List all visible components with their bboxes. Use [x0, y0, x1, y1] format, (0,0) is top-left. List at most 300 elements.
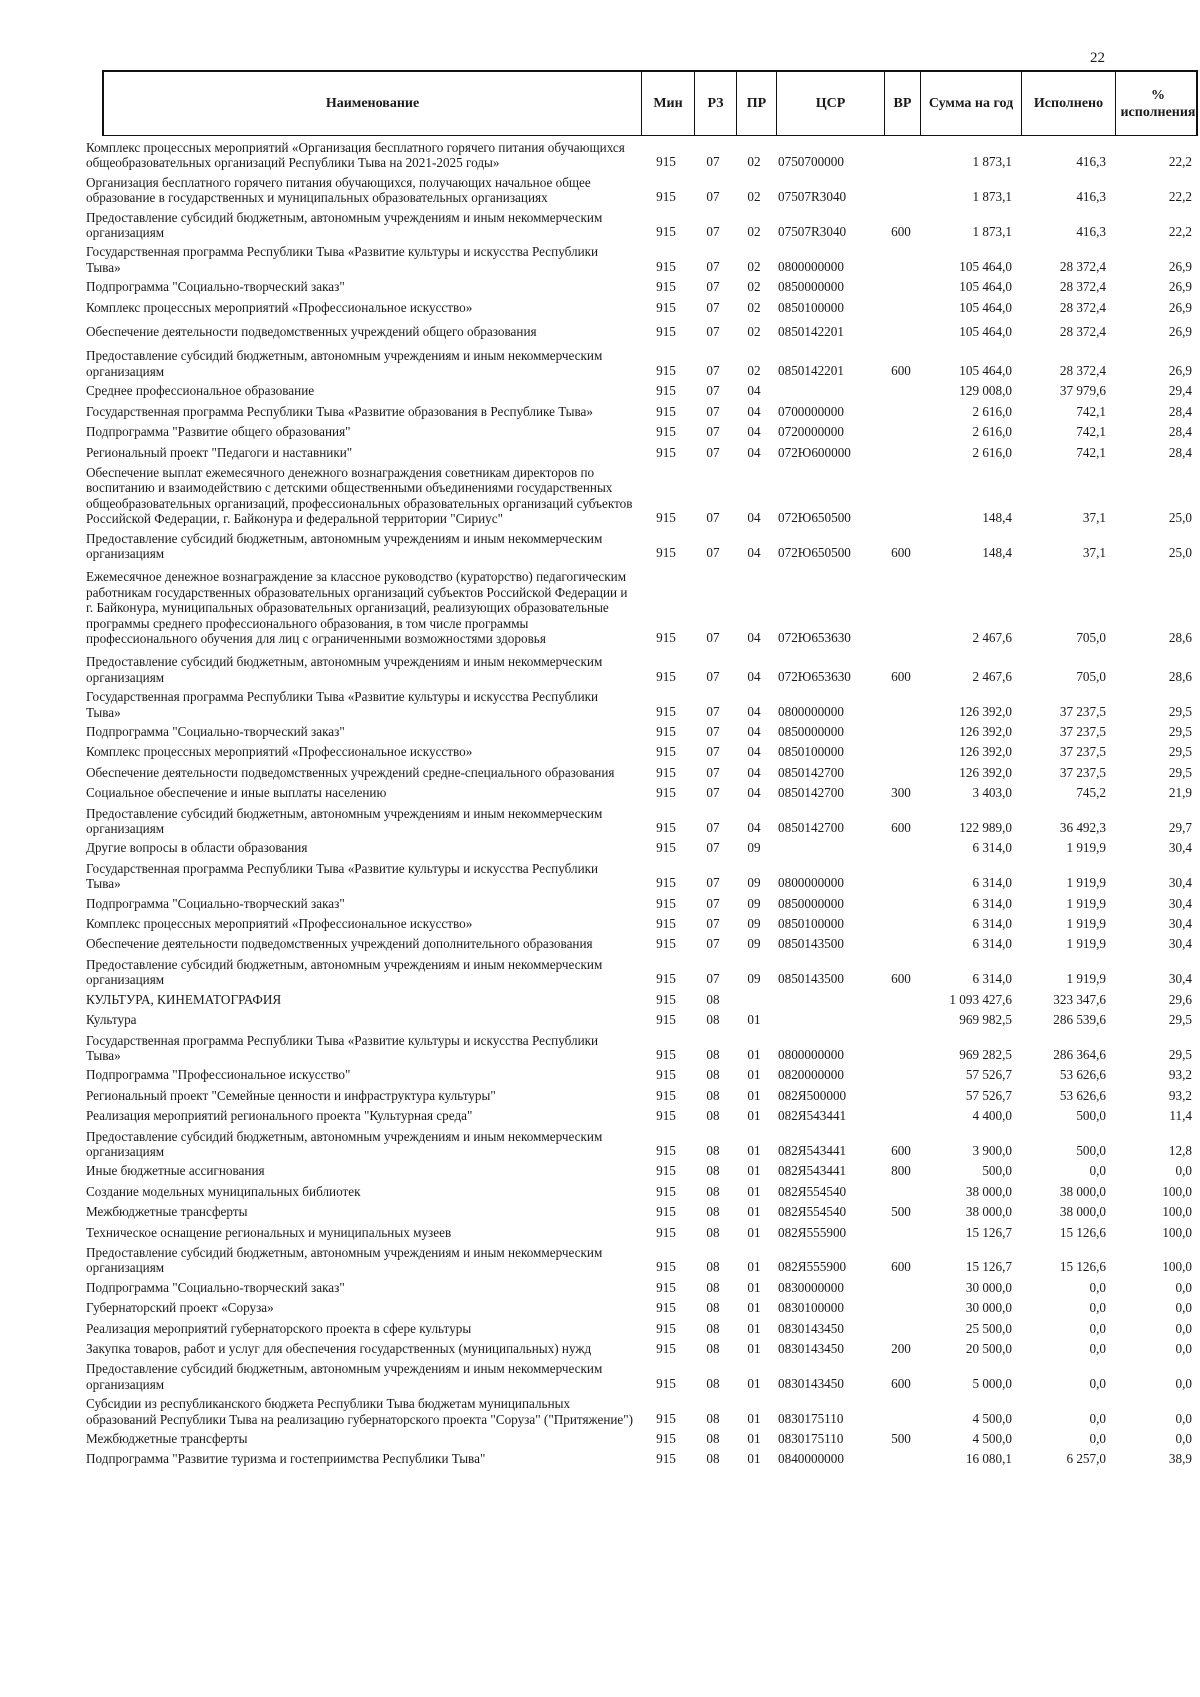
- header-sum: Сумма на год: [921, 72, 1022, 135]
- table-row: [86, 424, 1198, 440]
- cell-min: 915: [656, 362, 676, 378]
- cell-done: 37,1: [1082, 510, 1106, 526]
- cell-sum: 105 464,0: [959, 279, 1012, 295]
- cell-pr: 04: [747, 424, 761, 440]
- cell-rz: 08: [706, 1183, 720, 1199]
- cell-pr: 02: [747, 189, 761, 205]
- cell-csr: 0800000000: [778, 1046, 844, 1062]
- cell-sum: 38 000,0: [965, 1183, 1012, 1199]
- cell-csr: 0850100000: [778, 299, 844, 315]
- cell-min: 915: [656, 1108, 676, 1124]
- table-row: [86, 1225, 1198, 1241]
- cell-sum: 105 464,0: [959, 324, 1012, 340]
- cell-rz: 08: [706, 1451, 720, 1467]
- cell-rz: 08: [706, 1410, 720, 1426]
- header-csr: ЦСР: [777, 72, 885, 135]
- cell-name: Государственная программа Республики Тыва «Развитие культуры и искусства Республики Тыва»: [86, 1032, 599, 1063]
- cell-name: Государственная программа Республики Тыва «Развитие культуры и искусства Республики Тыва»: [86, 244, 599, 275]
- cell-name: Предоставление субсидий бюджетным, автономным учреждениям и иным некоммерческим организациям: [86, 1361, 603, 1392]
- table-row: [86, 244, 1198, 275]
- cell-vr: 500: [891, 1431, 911, 1447]
- cell-pct: 29,5: [1168, 1046, 1192, 1062]
- cell-name: КУЛЬТУРА, КИНЕМАТОГРАФИЯ: [86, 991, 282, 1007]
- cell-csr: 072Ю600000: [778, 444, 851, 460]
- cell-pr: [734, 992, 774, 1008]
- table-row: [86, 1129, 1198, 1160]
- cell-vr: [884, 300, 918, 316]
- cell-pr: 04: [747, 383, 761, 399]
- cell-sum: 4 500,0: [972, 1431, 1012, 1447]
- cell-name: Обеспечение деятельности подведомственных учреждений средне-специального образования: [86, 764, 615, 780]
- cell-csr: 0850142700: [778, 785, 844, 801]
- cell-done: 0,0: [1089, 1410, 1106, 1426]
- cell-pr: 01: [747, 1224, 761, 1240]
- cell-vr: [884, 324, 918, 340]
- cell-csr: 0850000000: [778, 279, 844, 295]
- cell-sum: 105 464,0: [959, 258, 1012, 274]
- cell-pct: 28,6: [1168, 629, 1192, 645]
- cell-min: 915: [656, 971, 676, 987]
- cell-pr: 04: [747, 744, 761, 760]
- cell-csr: 0850142201: [778, 324, 844, 340]
- cell-vr: 600: [891, 1375, 911, 1391]
- cell-min: 915: [656, 299, 676, 315]
- cell-sum: 500,0: [982, 1163, 1012, 1179]
- cell-pr: 04: [747, 444, 761, 460]
- cell-rz: 07: [706, 668, 720, 684]
- cell-sum: 148,4: [982, 544, 1012, 560]
- cell-vr: 600: [891, 668, 911, 684]
- table-row: [86, 1396, 1198, 1427]
- cell-name: Предоставление субсидий бюджетным, автономным учреждениям и иным некоммерческим организациям: [86, 805, 603, 837]
- cell-done: 745,2: [1076, 785, 1106, 801]
- cell-done: 500,0: [1076, 1142, 1106, 1158]
- cell-csr: [774, 992, 884, 1008]
- cell-rz: 07: [706, 299, 720, 315]
- table-row: [86, 896, 1198, 912]
- cell-vr: 200: [891, 1341, 911, 1356]
- cell-name: Межбюджетные трансферты: [86, 1431, 248, 1447]
- cell-csr: 0800000000: [778, 258, 844, 274]
- cell-pr: 01: [747, 1183, 761, 1199]
- cell-pr: 04: [747, 403, 761, 419]
- cell-rz: 07: [706, 820, 720, 836]
- cell-pr: 09: [747, 840, 761, 856]
- cell-pr: 01: [747, 1046, 761, 1062]
- cell-min: 915: [656, 1183, 676, 1199]
- cell-min: 915: [656, 1012, 676, 1028]
- cell-sum: 126 392,0: [959, 744, 1012, 760]
- cell-pct: 30,4: [1168, 875, 1192, 891]
- cell-rz: 07: [706, 154, 720, 170]
- cell-min: 915: [656, 668, 676, 684]
- cell-sum: 57 526,7: [965, 1087, 1012, 1103]
- cell-sum: 6 314,0: [972, 916, 1012, 932]
- cell-rz: 07: [706, 744, 720, 760]
- cell-vr: [884, 1451, 918, 1467]
- cell-done: 1 919,9: [1066, 916, 1106, 932]
- cell-done: 28 372,4: [1059, 279, 1106, 295]
- cell-pr: 01: [747, 1012, 761, 1028]
- cell-vr: [884, 724, 918, 740]
- cell-min: 915: [656, 1300, 676, 1316]
- cell-sum: 2 616,0: [972, 403, 1012, 419]
- cell-pr: 04: [747, 703, 761, 719]
- cell-name: Предоставление субсидий бюджетным, автономным учреждениям и иным некоммерческим организациям: [86, 956, 603, 988]
- table-row: [86, 1321, 1198, 1337]
- cell-pr: 04: [747, 510, 761, 526]
- cell-pr: 01: [747, 1279, 761, 1295]
- table-row: [86, 404, 1198, 420]
- cell-vr: 600: [891, 1259, 911, 1275]
- cell-name: Реализация мероприятий губернаторского проекта в сфере культуры: [86, 1320, 472, 1336]
- cell-rz: 07: [706, 916, 720, 932]
- cell-sum: 126 392,0: [959, 703, 1012, 719]
- cell-vr: [884, 424, 918, 440]
- cell-min: 915: [656, 383, 676, 399]
- cell-pct: 29,7: [1168, 820, 1192, 836]
- cell-pct: 30,4: [1168, 916, 1192, 932]
- cell-pct: 26,9: [1168, 299, 1192, 315]
- cell-name: Подпрограмма "Социально-творческий заказ": [86, 724, 345, 739]
- cell-csr: 07507R3040: [778, 189, 847, 205]
- cell-done: 36 492,3: [1059, 820, 1106, 836]
- cell-done: 0,0: [1089, 1341, 1106, 1356]
- cell-name: Подпрограмма "Профессиональное искусство": [86, 1067, 351, 1083]
- cell-sum: 3 403,0: [972, 785, 1012, 801]
- cell-csr: 0830100000: [778, 1300, 844, 1316]
- cell-min: 915: [656, 875, 676, 891]
- table-body: [86, 136, 1198, 1468]
- cell-min: 915: [656, 744, 676, 760]
- cell-name: Реализация мероприятий регионального проекта "Культурная среда": [86, 1108, 473, 1124]
- cell-done: 53 626,6: [1059, 1087, 1106, 1103]
- cell-rz: 08: [706, 1108, 720, 1124]
- cell-rz: 08: [706, 1279, 720, 1295]
- cell-sum: 105 464,0: [959, 299, 1012, 315]
- cell-csr: 0850143500: [778, 971, 844, 987]
- cell-vr: [884, 861, 918, 892]
- cell-min: 915: [656, 154, 676, 170]
- table-row: [86, 1341, 1198, 1357]
- cell-rz: 07: [706, 785, 720, 801]
- cell-sum: 15 126,7: [965, 1259, 1012, 1275]
- cell-rz: 07: [706, 424, 720, 440]
- table-row: [86, 175, 1198, 206]
- cell-pct: 93,2: [1168, 1087, 1192, 1103]
- cell-csr: 0750700000: [778, 154, 844, 170]
- cell-sum: 105 464,0: [959, 362, 1012, 378]
- cell-rz: 07: [706, 544, 720, 560]
- cell-done: 416,3: [1076, 224, 1106, 240]
- cell-pct: 28,4: [1168, 424, 1192, 440]
- cell-pct: 11,4: [1169, 1108, 1192, 1124]
- cell-rz: 07: [706, 324, 720, 340]
- cell-rz: 08: [706, 1341, 720, 1356]
- cell-sum: 4 500,0: [972, 1410, 1012, 1426]
- cell-rz: 07: [706, 840, 720, 856]
- cell-pct: 28,6: [1168, 668, 1192, 684]
- cell-csr: 0720000000: [778, 424, 844, 440]
- cell-min: 915: [656, 510, 676, 526]
- cell-min: 915: [656, 820, 676, 836]
- table-row: [86, 1300, 1198, 1316]
- cell-name: Организация бесплатного горячего питания обучающихся, получающих начальное общее образование в государственных и муниципальных образовательных организациях: [86, 174, 591, 206]
- cell-pct: 26,9: [1168, 324, 1192, 340]
- cell-vr: [884, 916, 918, 932]
- cell-done: 286 364,6: [1053, 1046, 1106, 1062]
- header-vr: ВР: [885, 72, 921, 135]
- cell-rz: 08: [706, 1204, 720, 1220]
- cell-vr: [884, 936, 918, 952]
- cell-pct: 30,4: [1168, 895, 1192, 911]
- cell-rz: 07: [706, 971, 720, 987]
- cell-csr: 072Ю650500: [778, 510, 851, 526]
- cell-sum: 6 314,0: [972, 895, 1012, 911]
- cell-min: 915: [656, 1142, 676, 1158]
- cell-vr: 500: [891, 1204, 911, 1220]
- cell-rz: 08: [706, 1067, 720, 1083]
- cell-sum: 126 392,0: [959, 764, 1012, 780]
- cell-min: 915: [656, 279, 676, 295]
- cell-name: Ежемесячное денежное вознаграждение за классное руководство (кураторство) педагогическим работникам государственных образовательных организаций субъектов Российской Федерации и г. Байконура, муниципальных образовательных организаций, реализующих образовательные программы среднего профессионального образования, в том числе программы профессионального обучения для лиц с ограниченными возможностями здоровья: [86, 569, 628, 646]
- cell-vr: [884, 1184, 918, 1200]
- cell-pct: 100,0: [1162, 1204, 1192, 1220]
- table-row: [86, 916, 1198, 932]
- cell-vr: [884, 404, 918, 420]
- cell-csr: 082Я543441: [778, 1142, 847, 1158]
- cell-pct: 22,2: [1168, 224, 1192, 240]
- cell-done: 742,1: [1076, 403, 1106, 419]
- cell-pr: 04: [747, 668, 761, 684]
- table-row: [86, 957, 1198, 988]
- cell-sum: 6 314,0: [972, 936, 1012, 952]
- cell-done: 1 919,9: [1066, 875, 1106, 891]
- cell-pr: 01: [747, 1451, 761, 1467]
- cell-vr: [884, 1067, 918, 1083]
- cell-pr: 04: [747, 785, 761, 801]
- cell-pr: 01: [747, 1142, 761, 1158]
- cell-min: 915: [656, 840, 676, 856]
- cell-min: 915: [656, 1431, 676, 1447]
- cell-vr: [884, 1300, 918, 1316]
- table-row: [86, 569, 1198, 646]
- cell-pr: 01: [747, 1204, 761, 1220]
- cell-done: 742,1: [1076, 444, 1106, 460]
- cell-csr: 082Я554540: [778, 1183, 847, 1199]
- cell-sum: 6 314,0: [972, 971, 1012, 987]
- cell-min: 915: [656, 1320, 676, 1336]
- cell-name: Подпрограмма "Развитие туризма и гостеприимства Республики Тыва": [86, 1451, 486, 1467]
- table-row: [86, 465, 1198, 527]
- cell-rz: 07: [706, 895, 720, 911]
- cell-vr: [884, 244, 918, 275]
- cell-name: Губернаторский проект «Соруза»: [86, 1300, 274, 1316]
- table-row: [86, 1204, 1198, 1220]
- cell-rz: 08: [706, 1046, 720, 1062]
- table-row: [86, 140, 1198, 171]
- cell-vr: [884, 689, 918, 720]
- cell-sum: 2 616,0: [972, 424, 1012, 440]
- cell-name: Предоставление субсидий бюджетным, автономным учреждениям и иным некоммерческим организациям: [86, 348, 603, 379]
- cell-csr: 0850100000: [778, 744, 844, 760]
- cell-sum: 25 500,0: [965, 1320, 1012, 1336]
- cell-name: Подпрограмма "Социально-творческий заказ": [86, 895, 345, 911]
- cell-rz: 07: [706, 764, 720, 780]
- cell-min: 915: [656, 324, 676, 340]
- cell-done: 0,0: [1089, 1163, 1106, 1179]
- cell-pr: 01: [747, 1067, 761, 1083]
- cell-name: Подпрограмма "Социально-творческий заказ": [86, 279, 345, 295]
- cell-pr: 02: [747, 324, 761, 340]
- cell-sum: 1 093 427,6: [949, 991, 1012, 1007]
- cell-min: 915: [656, 189, 676, 205]
- cell-pct: 22,2: [1168, 154, 1192, 170]
- cell-pr: 02: [747, 154, 761, 170]
- cell-name: Государственная программа Республики Тыва «Развитие образования в Республике Тыва»: [86, 403, 594, 419]
- cell-name: Подпрограмма "Развитие общего образования": [86, 424, 351, 440]
- header-pr: ПР: [737, 72, 777, 135]
- cell-csr: 0820000000: [778, 1067, 844, 1083]
- cell-sum: 6 314,0: [972, 875, 1012, 891]
- cell-pct: 30,4: [1168, 936, 1192, 952]
- table-row: [86, 840, 1198, 856]
- cell-pct: 25,0: [1168, 510, 1192, 526]
- cell-pct: 0,0: [1175, 1410, 1192, 1426]
- cell-min: 915: [656, 895, 676, 911]
- cell-pct: 25,0: [1168, 544, 1192, 560]
- cell-pct: 28,4: [1168, 403, 1192, 419]
- cell-sum: 1 873,1: [972, 154, 1012, 170]
- cell-pct: 21,9: [1168, 785, 1192, 801]
- cell-name: Государственная программа Республики Тыва «Развитие культуры и искусства Республики Тыва»: [86, 689, 599, 720]
- cell-vr: [884, 569, 918, 646]
- cell-pct: 0,0: [1175, 1300, 1192, 1316]
- cell-done: 705,0: [1076, 629, 1106, 645]
- cell-done: 15 126,6: [1059, 1259, 1106, 1275]
- cell-done: 37 237,5: [1059, 703, 1106, 719]
- cell-rz: 08: [706, 1259, 720, 1275]
- cell-done: 0,0: [1089, 1300, 1106, 1316]
- table-row: [86, 1108, 1198, 1124]
- cell-name: Социальное обеспечение и иные выплаты населению: [86, 785, 387, 801]
- cell-csr: 0830143450: [778, 1320, 844, 1336]
- cell-done: 37 237,5: [1059, 764, 1106, 780]
- cell-min: 915: [656, 1163, 676, 1179]
- cell-vr: [884, 1280, 918, 1296]
- cell-min: 915: [656, 424, 676, 440]
- cell-rz: 08: [706, 1087, 720, 1103]
- cell-done: 37 979,6: [1059, 383, 1106, 399]
- cell-csr: [774, 840, 884, 856]
- cell-min: 915: [656, 1375, 676, 1391]
- table-row: [86, 1012, 1198, 1028]
- table-row: [86, 785, 1198, 801]
- table-row: [86, 689, 1198, 720]
- cell-sum: 16 080,1: [965, 1451, 1012, 1467]
- cell-min: 915: [656, 1224, 676, 1240]
- cell-name: Комплекс процессных мероприятий «Профессиональное искусство»: [86, 299, 473, 315]
- cell-pr: 01: [747, 1320, 761, 1336]
- cell-csr: 07507R3040: [778, 224, 847, 240]
- cell-pct: 29,6: [1168, 991, 1192, 1007]
- cell-sum: 5 000,0: [972, 1375, 1012, 1391]
- cell-sum: 38 000,0: [965, 1204, 1012, 1220]
- cell-pct: 29,5: [1168, 724, 1192, 739]
- cell-pr: 01: [747, 1431, 761, 1447]
- cell-vr: [884, 1088, 918, 1104]
- cell-pr: 04: [747, 764, 761, 780]
- table-row: [86, 383, 1198, 399]
- cell-csr: 072Ю650500: [778, 544, 851, 560]
- cell-done: 38 000,0: [1059, 1183, 1106, 1199]
- cell-done: 323 347,6: [1053, 991, 1106, 1007]
- cell-min: 915: [656, 936, 676, 952]
- cell-name: Комплекс процессных мероприятий «Организация бесплатного горячего питания обучающихся общеобразовательных организаций Республики Тыва на 2021-2025 годы»: [86, 140, 625, 171]
- cell-done: 0,0: [1089, 1375, 1106, 1391]
- cell-done: 28 372,4: [1059, 362, 1106, 378]
- cell-sum: 30 000,0: [965, 1300, 1012, 1316]
- cell-rz: 07: [706, 703, 720, 719]
- table-row: [86, 744, 1198, 760]
- cell-rz: 07: [706, 510, 720, 526]
- table-row: [86, 992, 1198, 1008]
- cell-pr: 02: [747, 299, 761, 315]
- cell-csr: 0850000000: [778, 724, 844, 739]
- cell-name: Подпрограмма "Социально-творческий заказ": [86, 1279, 345, 1295]
- cell-name: Создание модельных муниципальных библиотек: [86, 1183, 361, 1199]
- cell-vr: 600: [891, 1142, 911, 1158]
- cell-min: 915: [656, 724, 676, 739]
- cell-csr: 0840000000: [778, 1451, 844, 1467]
- cell-name: Предоставление субсидий бюджетным, автономным учреждениям и иным некоммерческим организациям: [86, 654, 603, 685]
- table-row: [86, 531, 1198, 562]
- cell-done: 53 626,6: [1059, 1067, 1106, 1083]
- cell-pct: 12,8: [1168, 1142, 1192, 1158]
- cell-vr: [884, 140, 918, 171]
- cell-name: Иные бюджетные ассигнования: [86, 1163, 265, 1179]
- cell-rz: 08: [706, 1320, 720, 1336]
- cell-min: 915: [656, 1046, 676, 1062]
- cell-vr: [884, 1108, 918, 1124]
- cell-done: 28 372,4: [1059, 324, 1106, 340]
- cell-csr: 0850000000: [778, 895, 844, 911]
- cell-csr: 0850143500: [778, 936, 844, 952]
- cell-vr: [884, 1033, 918, 1064]
- cell-vr: [884, 445, 918, 461]
- table-row: [86, 1431, 1198, 1447]
- cell-name: Региональный проект "Педагоги и наставники": [86, 444, 353, 460]
- table-header: [102, 70, 1198, 136]
- cell-csr: 082Я555900: [778, 1224, 847, 1240]
- table-row: [86, 300, 1198, 316]
- cell-pct: 29,5: [1168, 764, 1192, 780]
- cell-csr: 0700000000: [778, 403, 844, 419]
- cell-done: 1 919,9: [1066, 895, 1106, 911]
- cell-vr: 600: [891, 224, 911, 240]
- cell-csr: 0830175110: [778, 1431, 844, 1447]
- cell-rz: 08: [706, 1163, 720, 1179]
- cell-rz: 08: [706, 1300, 720, 1316]
- cell-pct: 30,4: [1168, 971, 1192, 987]
- cell-sum: 969 982,5: [959, 1012, 1012, 1028]
- cell-min: 915: [656, 403, 676, 419]
- cell-sum: 1 873,1: [972, 224, 1012, 240]
- table-row: [86, 1451, 1198, 1467]
- cell-done: 0,0: [1089, 1431, 1106, 1447]
- cell-min: 915: [656, 1067, 676, 1083]
- cell-name: Закупка товаров, работ и услуг для обеспечения государственных (муниципальных) нужд: [86, 1341, 592, 1356]
